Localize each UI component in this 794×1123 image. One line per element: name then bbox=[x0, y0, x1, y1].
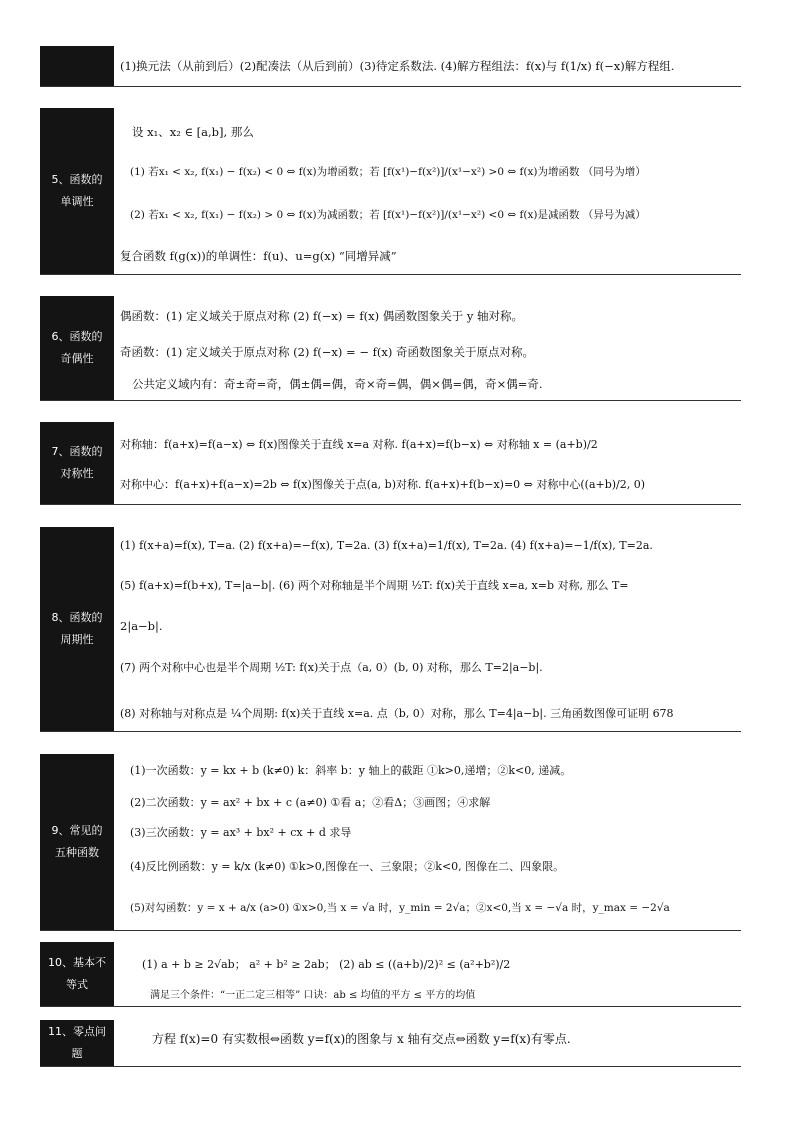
section-inequality bbox=[40, 942, 741, 1007]
text-line: (4)反比例函数：y = k/x (k≠0) ①k>0,图像在一、三象限；②k<0, 图像在二、四象限。 bbox=[130, 860, 565, 873]
section-monotonicity bbox=[40, 108, 741, 275]
text-line: 方程 f(x)=0 有实数根⇔函数 y=f(x)的图象与 x 轴有交点⇔函数 y=f(x)有零点. bbox=[152, 1032, 571, 1046]
section-parity bbox=[40, 296, 741, 401]
text-line: 对称轴：f(a+x)=f(a−x) ⇔ f(x)图像关于直线 x=a 对称. f(a+x)=f(b−x) ⇔ 对称轴 x = (a+b)/2 bbox=[120, 438, 598, 451]
text-line: 复合函数 f(g(x))的单调性：f(u)、u=g(x) “同增异减” bbox=[120, 249, 397, 263]
section-methods bbox=[40, 46, 741, 87]
text-line: (1) f(x+a)=f(x), T=a. (2) f(x+a)=−f(x), T=2a. (3) f(x+a)=1/f(x), T=2a. (4) f(x+a)=−1/f(x), T=2a. bbox=[120, 539, 653, 552]
text-line: (5)对勾函数：y = x + a/x (a>0) ①x>0,当 x = √a 时，y_min = 2√a；②x<0,当 x = −√a 时，y_max = −2√a bbox=[130, 902, 670, 914]
text-line: (7) 两个对称中心也是半个周期 ½T: f(x)关于点（a, 0）(b, 0) 对称，那么 T=2|a−b|. bbox=[120, 661, 543, 674]
text-line: (5) f(a+x)=f(b+x), T=|a−b|. (6) 两个对称轴是半个周期 ½T: f(x)关于直线 x=a, x=b 对称, 那么 T= bbox=[120, 579, 629, 592]
section-label bbox=[40, 46, 114, 86]
text-line: 奇函数：(1) 定义域关于原点对称 (2) f(−x) = − f(x) 奇函数图象关于原点对称。 bbox=[120, 345, 535, 359]
section-label: 8、函数的周期性 bbox=[40, 527, 114, 731]
section-label: 11、零点问题 bbox=[40, 1020, 114, 1066]
text-line: (2) 若x₁ < x₂, f(x₁) − f(x₂) > 0 ⇔ f(x)为减函数；若 [f(x¹)−f(x²)]/(x¹−x²) <0 ⇔ f(x)是减函数 （异号为减） bbox=[130, 209, 646, 221]
section-label: 9、常见的五种函数 bbox=[40, 754, 114, 930]
section-label: 6、函数的奇偶性 bbox=[40, 296, 114, 400]
text-line: (1)一次函数：y = kx + b (k≠0) k：斜率 b：y 轴上的截距 ①k>0,递增；②k<0, 递减。 bbox=[130, 764, 572, 777]
section-label: 7、函数的对称性 bbox=[40, 422, 114, 504]
text-line: 对称中心：f(a+x)+f(a−x)=2b ⇔ f(x)图像关于点(a, b)对称. f(a+x)+f(b−x)=0 ⇔ 对称中心((a+b)/2, 0) bbox=[120, 478, 646, 491]
section-label: 10、基本不等式 bbox=[40, 942, 114, 1006]
section-periodicity bbox=[40, 527, 741, 732]
text-line: (8) 对称轴与对称点是 ¼个周期: f(x)关于直线 x=a. 点（b, 0）对称，那么 T=4|a−b|. 三角函数图像可证明 678 bbox=[120, 707, 674, 720]
text-line: 2|a−b|. bbox=[120, 619, 163, 633]
section-symmetry bbox=[40, 422, 741, 505]
text-line: 公共定义域内有：奇±奇=奇，偶±偶=偶，奇×奇=偶，偶×偶=偶，奇×偶=奇. bbox=[132, 377, 543, 391]
section-common-functions bbox=[40, 754, 741, 931]
text-line: 偶函数：(1) 定义域关于原点对称 (2) f(−x) = f(x) 偶函数图象关于 y 轴对称。 bbox=[120, 309, 524, 323]
text-line: 设 x₁、x₂ ∈ [a,b], 那么 bbox=[132, 125, 254, 139]
section-label: 5、函数的单调性 bbox=[40, 108, 114, 274]
text-line: (1)换元法（从前到后）(2)配凑法（从后到前）(3)待定系数法. (4)解方程组法：f(x)与 f(1/x) f(−x)解方程组. bbox=[120, 59, 675, 73]
text-line: (1) a + b ≥ 2√ab； a² + b² ≥ 2ab； (2) ab ≤ ((a+b)/2)² ≤ (a²+b²)/2 bbox=[142, 958, 511, 971]
section-zeros bbox=[40, 1020, 741, 1067]
text-line: (2)二次函数：y = ax² + bx + c (a≠0) ①看 a；②看Δ；③画图；④求解 bbox=[130, 796, 491, 809]
text-line: (3)三次函数：y = ax³ + bx² + cx + d 求导 bbox=[130, 826, 352, 839]
text-line: 满足三个条件：“一正二定三相等” 口诀：ab ≤ 均值的平方 ≤ 平方的均值 bbox=[150, 990, 476, 1001]
text-line: (1) 若x₁ < x₂, f(x₁) − f(x₂) < 0 ⇔ f(x)为增函数；若 [f(x¹)−f(x²)]/(x¹−x²) >0 ⇔ f(x)为增函数 （同号为增） bbox=[130, 166, 646, 178]
